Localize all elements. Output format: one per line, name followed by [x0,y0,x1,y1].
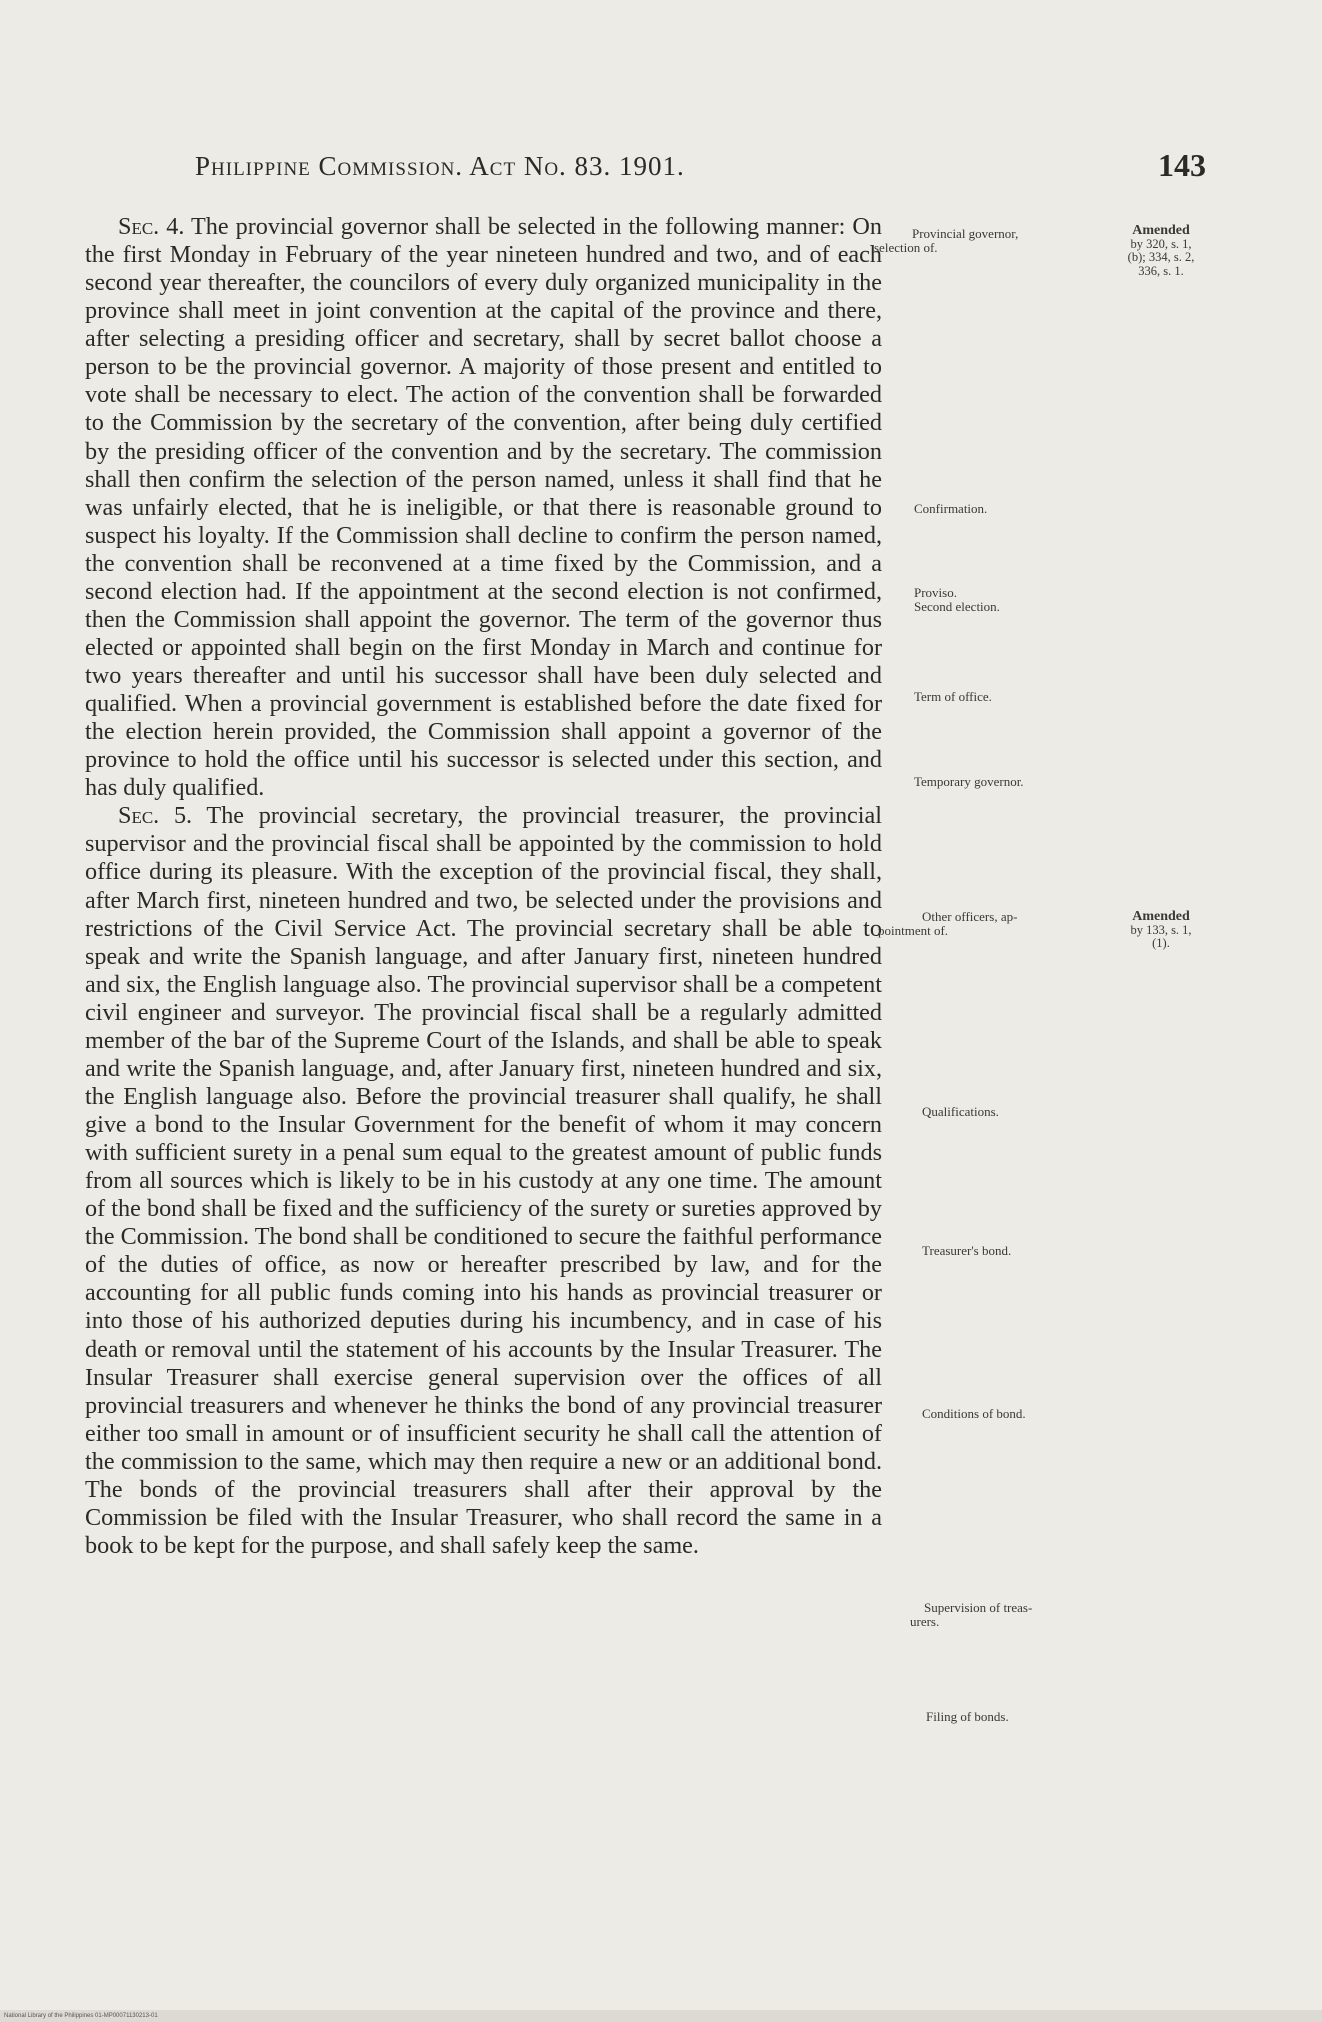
margin-note-line: Provincial governor, [912,226,1019,241]
margin-note [874,227,1018,255]
margin-note-line: selection of. [874,240,938,255]
margin-note-line: pointment of. [878,923,949,938]
section-number: Sec. 5. [118,802,193,830]
section-number: Sec. 4. [118,213,185,240]
margin-note-line: Term of office. [914,689,992,704]
margin-note [922,1244,1011,1258]
margin-note-line: urers. [910,1614,940,1629]
amendment-line: by 320, s. 1, [1130,236,1192,251]
amendment-line: (1). [1152,936,1170,950]
margin-note-line: Conditions of bond. [922,1406,1026,1421]
margin-note [878,910,1017,938]
margin-note-line: Second election. [914,599,1000,614]
margin-note [922,1407,1026,1421]
margin-note [914,690,992,704]
margin-note-line: Proviso. [914,585,957,600]
section-paragraph [85,213,882,802]
page-bottom-edge [0,2010,1322,2022]
amendment-line: 336, s. 1. [1138,263,1184,278]
margin-note [922,1105,999,1119]
running-head: Philippine Commission. Act No. 83. 1901. [195,151,685,181]
margin-note-line: Other officers, ap- [922,909,1018,924]
margin-note-line: Confirmation. [914,501,988,516]
margin-note-line: Treasurer's bond. [922,1243,1012,1258]
scan-footer: National Library of the Philippines 01-MP00071130213-01 [4,2013,158,2019]
margin-note [926,1710,1009,1724]
section-paragraph [85,802,882,1560]
section-text: The provincial secretary, the provincial treasurer, the provincial supervisor and the provincial fiscal shall be appointed by the commission to hold office during its pleasure. With the exception of the provincial fiscal, they shall, after March first, nineteen hundred and two, be selected under the provisions and restrictions of the Civil Service Act. The provincial secretary shall be able to speak and write the Spanish language, and after January first, nineteen hundred and six, the English language also. The provincial supervisor shall be a competent civil engineer and surveyor. The provincial fiscal shall be a regularly admitted member of the bar of the Supreme Court of the Islands, and shall be able to speak and write the Spanish language, and, after January first, nineteen hundred and six, the English language also. Before the provincial treasurer shall qualify, he shall give a bond to the Insular Government for the benefit of whom it may concern with sufficient surety in a penal sum equal to the greatest amount of public funds from all sources which is likely to be in his custody at any one time. The amount of the bond shall be fixed and the sufficiency of the surety or sureties approved by the Commission. The bond shall be conditioned to secure the faithful performance of the duties of office, as now or hereafter prescribed by law, and for the accounting for all public funds coming into his hands as provincial treasurer or into those of his authorized deputies during his incumbency, and in case of his death or removal until the statement of his accounts by the Insular Treasurer. The Insular Treasurer shall exercise general supervision over the offices of all provincial treasurers and whenever he thinks the bond of any provincial treasurer either too small in amount or of insufficient security he shall call the attention of the commission to the same, which may then require a new or an additional bond. The bonds of the provincial treasurers shall after their approval by the Commission be filed with the Insular Treasurer, who shall record the same in a book to be kept for the purpose, and shall safely keep the same. [85,802,882,1559]
margin-note-line: Qualifications. [922,1104,999,1119]
page-header [0,147,1322,191]
margin-note-line: Supervision of treas- [924,1600,1033,1615]
amendment-note [1116,224,1206,278]
amendment-line: (b); 334, s. 2, [1127,250,1195,264]
margin-note-line: Temporary governor. [914,774,1024,789]
margin-note [914,775,1024,789]
amendment-line: by 133, s. 1, [1130,922,1192,937]
section-text: The provincial governor shall be selected in the following manner: On the first Monday in February of the year nineteen hundred and two, and of each second year thereafter, the councilors of every duly organized municipality in the province shall meet in joint convention at the capital of the province and there, after selecting a presiding officer and secretary, shall by secret ballot choose a person to be the provincial governor. A majority of those present and entitled to vote shall be necessary to elect. The action of the convention shall be forwarded to the Commission by the secretary of the convention, after being duly certified by the presiding officer of the convention and by the secretary. The commission shall then confirm the selection of the person named, unless it shall find that he was unfairly elected, that he is ineligible, or that there is reasonable ground to suspect his loyalty. If the Commission shall decline to confirm the person named, the convention shall be reconvened at a time fixed by the Commission, and a second election had. If the appointment at the second election is not confirmed, then the Commission shall appoint the governor. The term of the governor thus elected or appointed shall begin on the first Monday in March and continue for two years thereafter and until his successor shall have been duly selected and qualified. When a provincial government is established before the date fixed for the election herein provided, the Commission shall appoint a governor of the province to hold the office until his successor is selected under this section, and has duly qualified. [85,213,882,802]
amendment-note [1116,910,1206,951]
margin-note [914,502,987,516]
amendment-line: Amended [1132,909,1190,924]
margin-note [914,586,1000,614]
body-text [85,213,882,1560]
margin-note-line: Filing of bonds. [926,1709,1009,1724]
page-number: 143 [1158,147,1206,183]
margin-note [910,1601,1032,1629]
amendment-line: Amended [1132,223,1190,238]
